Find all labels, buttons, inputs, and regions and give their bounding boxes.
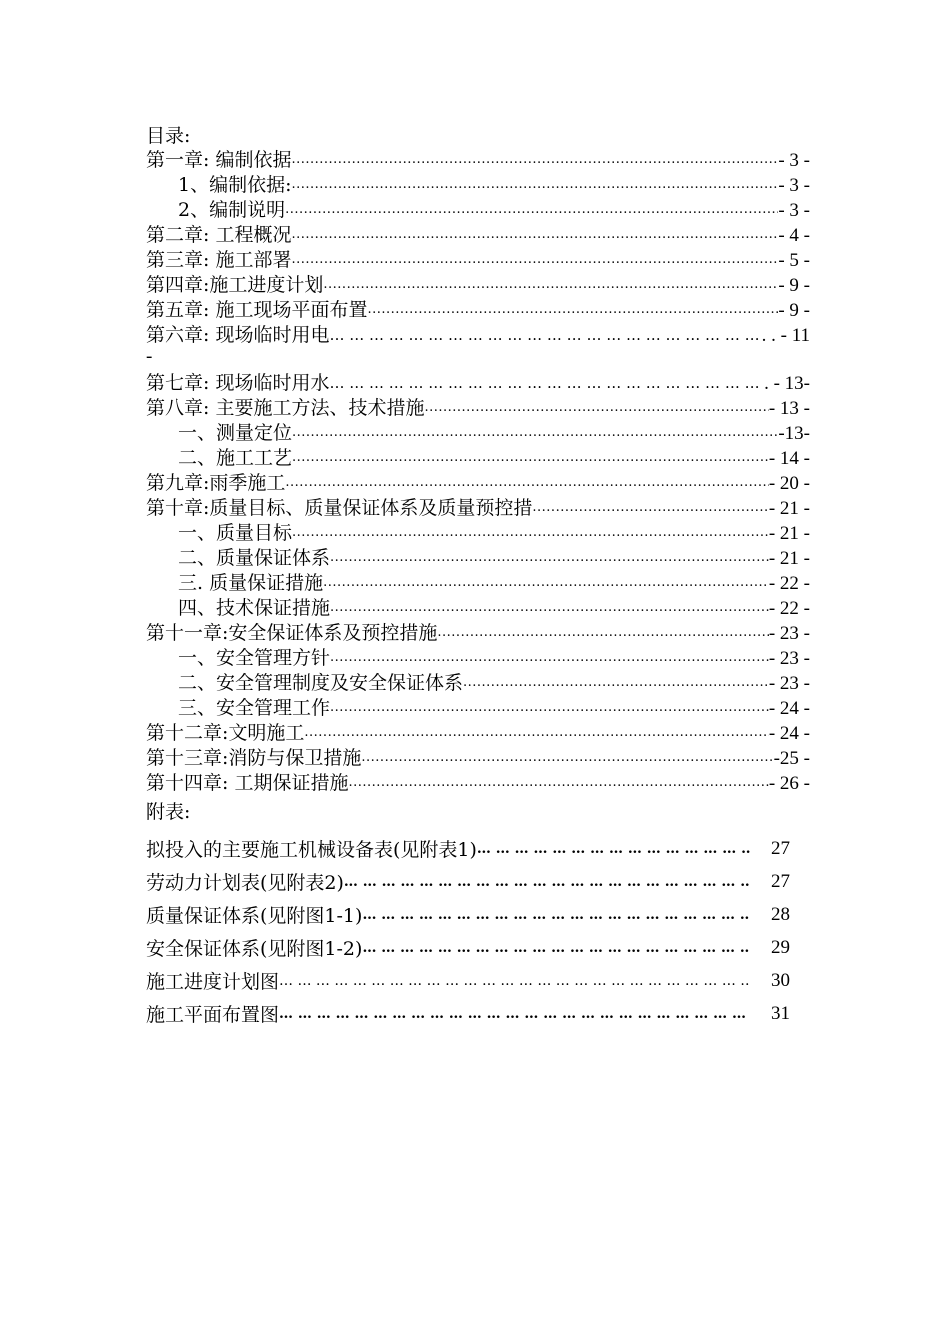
dot-leader bbox=[424, 399, 768, 417]
ellipsis-leader bbox=[344, 874, 750, 890]
toc-entry-page: . . - 11 bbox=[761, 325, 810, 346]
toc-entry-chapter-13[interactable] bbox=[146, 746, 810, 771]
appendix-entry-equipment[interactable] bbox=[146, 832, 796, 865]
toc-entry-chapter-2[interactable] bbox=[146, 223, 810, 248]
toc-entry-label: 第二章: 工程概况 bbox=[146, 224, 292, 246]
toc-title: 目录: bbox=[146, 125, 191, 147]
toc-entry-page: - 21 - bbox=[768, 523, 810, 544]
toc-entry-label: 第九章:雨季施工 bbox=[146, 472, 286, 494]
appendix-entry-page: 27 bbox=[771, 837, 790, 859]
dot-leader bbox=[285, 474, 768, 492]
toc-entry-10-2[interactable] bbox=[146, 546, 810, 571]
toc-entry-11-1[interactable] bbox=[146, 646, 810, 671]
toc-entry-page: - 22 - bbox=[768, 573, 810, 594]
toc-entry-page: - 23 - bbox=[768, 623, 810, 644]
toc-entry-chapter-7[interactable] bbox=[146, 371, 810, 396]
toc-entry-label: 第一章: 编制依据 bbox=[146, 149, 292, 171]
toc-entry-11-2[interactable] bbox=[146, 671, 810, 696]
appendix-entry-labor[interactable] bbox=[146, 865, 796, 898]
toc-entry-chapter-10[interactable] bbox=[146, 496, 810, 521]
dot-leader bbox=[330, 599, 769, 617]
toc-entry-chapter-9[interactable] bbox=[146, 471, 810, 496]
appendix-entry-quality[interactable] bbox=[146, 898, 796, 931]
toc-entry-page: - 5 - bbox=[778, 250, 810, 271]
dot-leader bbox=[304, 724, 768, 742]
toc-entry-label: 二、施工工艺 bbox=[178, 447, 293, 469]
toc-entry-label: 第十二章:文明施工 bbox=[146, 722, 305, 744]
appendix-entry-label: 劳动力计划表(见附表2) bbox=[146, 872, 344, 894]
toc-entry-page: - 3 - bbox=[778, 175, 810, 196]
toc-entry-chapter-4[interactable] bbox=[146, 273, 810, 298]
toc-entry-label: 第十三章:消防与保卫措施 bbox=[146, 747, 362, 769]
ellipsis-leader bbox=[279, 973, 750, 989]
toc-entry-page: -13- bbox=[778, 423, 810, 444]
appendix-entry-safety[interactable] bbox=[146, 931, 796, 964]
ellipsis-leader bbox=[329, 326, 761, 344]
appendix-entry-page: 28 bbox=[771, 903, 790, 925]
dot-leader bbox=[291, 251, 778, 269]
toc-entry-chapter-1[interactable] bbox=[146, 148, 810, 173]
toc-entry-page: - 24 - bbox=[768, 723, 810, 744]
toc-entry-chapter-3[interactable] bbox=[146, 248, 810, 273]
toc-entry-8-2[interactable] bbox=[146, 446, 810, 471]
toc-entry-label: 四、技术保证措施 bbox=[178, 597, 331, 619]
table-of-contents bbox=[146, 148, 810, 796]
appendix-entry-page: 27 bbox=[771, 870, 790, 892]
toc-entry-chapter-6[interactable] bbox=[146, 323, 810, 348]
dot-leader bbox=[292, 524, 769, 542]
appendix-entry-label: 施工平面布置图 bbox=[146, 1004, 280, 1026]
toc-entry-10-3[interactable] bbox=[146, 571, 810, 596]
toc-entry-label: 2、编制说明 bbox=[178, 199, 286, 221]
dot-leader bbox=[292, 449, 769, 467]
toc-entry-page: - 23 - bbox=[768, 648, 810, 669]
toc-entry-label: 第八章: 主要施工方法、技术措施 bbox=[146, 397, 425, 419]
toc-entry-page: -25 - bbox=[773, 748, 810, 769]
toc-entry-chapter-12[interactable] bbox=[146, 721, 810, 746]
appendix-entry-page: 30 bbox=[771, 969, 790, 991]
dot-leader bbox=[292, 176, 779, 194]
dot-leader bbox=[463, 674, 769, 692]
appendix-entry-site-plan[interactable] bbox=[146, 997, 796, 1030]
dot-leader bbox=[292, 424, 778, 442]
toc-entry-label: 三、安全管理工作 bbox=[178, 697, 331, 719]
toc-entry-label: 第十一章:安全保证体系及预控措施 bbox=[146, 622, 438, 644]
toc-entry-label: 三. 质量保证措施 bbox=[178, 572, 324, 594]
appendix-entry-label: 质量保证体系(见附图1-1) bbox=[146, 905, 363, 927]
toc-entry-chapter-14[interactable] bbox=[146, 771, 810, 796]
dot-leader bbox=[330, 699, 769, 717]
toc-entry-page: . - 13- bbox=[764, 373, 810, 394]
ellipsis-leader bbox=[279, 1006, 750, 1022]
toc-entry-label: 一、测量定位 bbox=[178, 422, 293, 444]
toc-entry-page: - 26 - bbox=[768, 773, 810, 794]
dot-leader bbox=[285, 201, 778, 219]
toc-entry-page: - 9 - bbox=[778, 275, 810, 296]
dot-leader bbox=[291, 226, 778, 244]
ellipsis-leader bbox=[477, 841, 750, 857]
toc-entry-label: 二、质量保证体系 bbox=[178, 547, 331, 569]
toc-entry-chapter-8[interactable] bbox=[146, 396, 810, 421]
toc-entry-page: - 14 - bbox=[768, 448, 810, 469]
appendix-entry-page: 31 bbox=[771, 1002, 790, 1024]
toc-entry-label: 二、安全管理制度及安全保证体系 bbox=[178, 672, 464, 694]
appendix-entry-page: 29 bbox=[771, 936, 790, 958]
appendix-entry-schedule[interactable] bbox=[146, 964, 796, 997]
toc-entry-label: 第三章: 施工部署 bbox=[146, 249, 292, 271]
toc-entry-page: - 21 - bbox=[768, 498, 810, 519]
dot-leader bbox=[348, 774, 768, 792]
dot-leader bbox=[291, 151, 778, 169]
toc-entry-label: 第六章: 现场临时用电 bbox=[146, 324, 330, 346]
toc-entry-label: 第十章:质量目标、质量保证体系及质量预控措 bbox=[146, 497, 533, 519]
toc-entry-label: 一、质量目标 bbox=[178, 522, 293, 544]
toc-entry-page: - 22 - bbox=[768, 598, 810, 619]
dot-leader bbox=[532, 499, 768, 517]
dot-leader bbox=[323, 574, 769, 592]
toc-entry-label: 第五章: 施工现场平面布置 bbox=[146, 299, 368, 321]
dot-leader bbox=[330, 549, 769, 567]
toc-entry-page: - 9 - bbox=[778, 300, 810, 321]
toc-entry-label: 第十四章: 工期保证措施 bbox=[146, 772, 349, 794]
toc-entry-8-1[interactable] bbox=[146, 421, 810, 446]
toc-entry-chapter-5[interactable] bbox=[146, 298, 810, 323]
toc-entry-page: - 4 - bbox=[778, 225, 810, 246]
toc-entry-page: - 23 - bbox=[768, 673, 810, 694]
ellipsis-leader bbox=[362, 907, 750, 923]
dot-leader bbox=[437, 624, 768, 642]
appendix-list bbox=[146, 832, 796, 1030]
toc-entry-page: - 3 - bbox=[778, 150, 810, 171]
dot-leader bbox=[323, 276, 778, 294]
toc-entry-10-1[interactable] bbox=[146, 521, 810, 546]
toc-entry-chapter-11[interactable] bbox=[146, 621, 810, 646]
appendix-entry-label: 安全保证体系(见附图1-2) bbox=[146, 938, 363, 960]
appendix-title: 附表: bbox=[146, 801, 191, 823]
toc-entry-page: - 13 - bbox=[768, 398, 810, 419]
toc-entry-1-1[interactable] bbox=[146, 173, 810, 198]
toc-entry-page: - 21 - bbox=[768, 548, 810, 569]
ellipsis-leader bbox=[362, 940, 750, 956]
toc-entry-page: - 20 - bbox=[768, 473, 810, 494]
dot-leader bbox=[330, 649, 769, 667]
toc-entry-label: 一、安全管理方针 bbox=[178, 647, 331, 669]
toc-entry-1-2[interactable] bbox=[146, 198, 810, 223]
toc-entry-label: 1、编制依据: bbox=[178, 174, 292, 196]
toc-entry-page-wrap: - bbox=[146, 346, 153, 367]
dot-leader bbox=[361, 749, 773, 767]
dot-leader bbox=[367, 301, 778, 319]
toc-entry-label: 第四章:施工进度计划 bbox=[146, 274, 324, 296]
toc-entry-page: - 3 - bbox=[778, 200, 810, 221]
appendix-entry-label: 拟投入的主要施工机械设备表(见附表1) bbox=[146, 839, 477, 861]
appendix-entry-label: 施工进度计划图 bbox=[146, 971, 280, 993]
toc-entry-page: - 24 - bbox=[768, 698, 810, 719]
toc-entry-10-4[interactable] bbox=[146, 596, 810, 621]
toc-entry-label: 第七章: 现场临时用水 bbox=[146, 372, 330, 394]
toc-entry-11-3[interactable] bbox=[146, 696, 810, 721]
ellipsis-leader bbox=[329, 374, 764, 392]
